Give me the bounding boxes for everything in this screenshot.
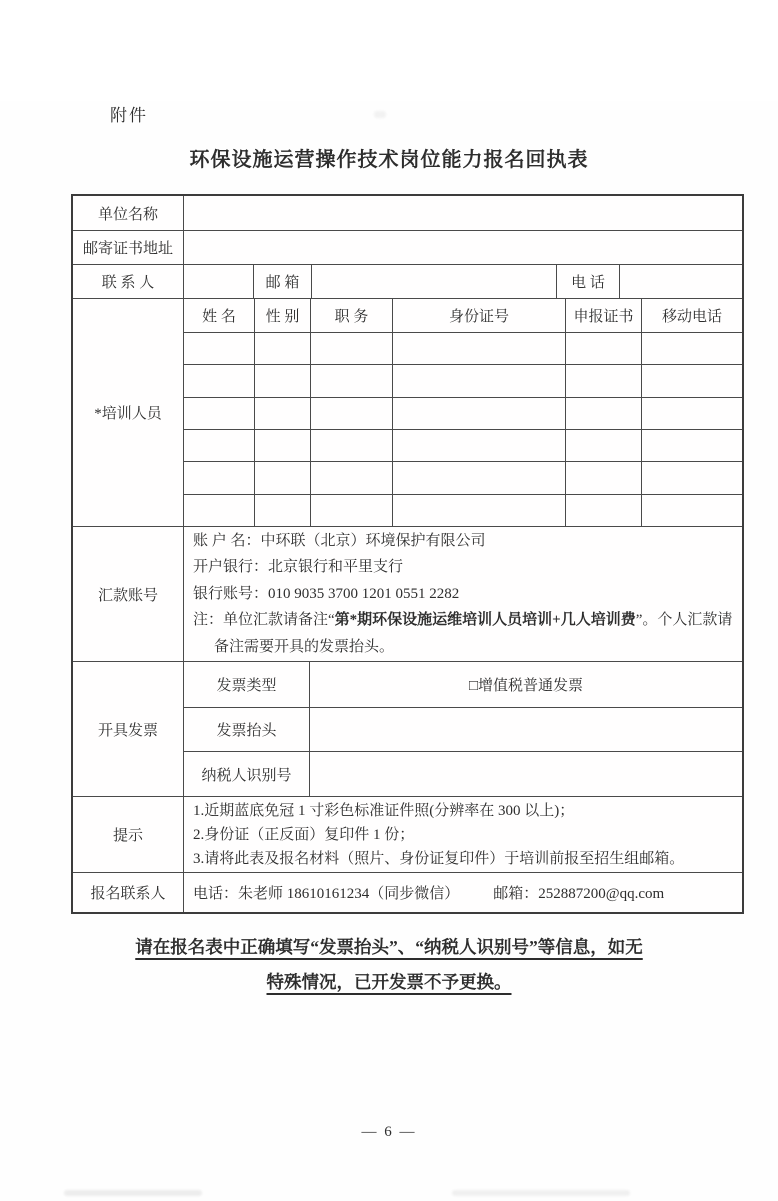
email-value-cell (311, 265, 556, 298)
trainee-empty-cell (641, 495, 742, 526)
scan-artifact (452, 1190, 630, 1196)
invoice-label: 开具发票 (97, 722, 158, 739)
trainee-empty-cell (310, 462, 392, 493)
trainee-empty-cell (565, 398, 641, 429)
trainee-empty-cell (184, 462, 254, 493)
trainee-header-row (184, 299, 742, 332)
invoice-type-label: 发票类型 (183, 662, 309, 707)
invoice-title-row (183, 707, 742, 752)
tip-item-2: 2.身份证（正反面）复印件 1 份； (193, 826, 415, 843)
trainee-empty-cell (392, 495, 565, 526)
trainee-row (184, 494, 742, 526)
trainee-empty-cell (184, 365, 254, 396)
remittance-bank-account: 银行账号：010 9035 3700 1201 0551 2282 (193, 585, 460, 602)
trainee-empty-cell (392, 333, 565, 364)
invoice-title-value-cell (309, 708, 742, 752)
mailing-address-value-cell (183, 231, 742, 264)
invoice-warning-note (0, 930, 778, 1000)
registration-contact-row (73, 872, 742, 912)
mailing-address-row (73, 230, 742, 264)
remittance-note (193, 607, 736, 660)
trainee-empty-cell (184, 430, 254, 461)
unit-name-label: 单位名称 (97, 206, 158, 223)
trainee-empty-cell (641, 462, 742, 493)
page-number: — 6 — (361, 1124, 417, 1140)
phone-value-cell (619, 265, 742, 298)
trainee-empty-cell (184, 495, 254, 526)
attachment-label: 附件 (110, 106, 148, 125)
trainee-empty-cell (310, 333, 392, 364)
trainee-empty-cell (254, 462, 310, 493)
trainee-empty-cell (392, 365, 565, 396)
invoice-rows (183, 662, 742, 796)
tips-section (73, 796, 742, 872)
registration-contact-phone: 电话：朱老师 18610161234（同步微信） (193, 886, 460, 902)
remittance-bank-branch: 开户银行：北京银行和平里支行 (193, 559, 404, 576)
trainee-empty-cell (392, 398, 565, 429)
trainee-row (184, 332, 742, 364)
trainee-empty-cell (310, 398, 392, 429)
remittance-account-name: 账 户 名：中环联（北京）环境保护有限公司 (193, 532, 486, 549)
trainee-empty-cell (254, 365, 310, 396)
trainee-empty-cell (641, 430, 742, 461)
scanned-page (0, 101, 778, 1201)
trainee-column-header: 申报证书 (565, 299, 641, 332)
registration-contact-details (183, 873, 742, 912)
trainee-row (184, 429, 742, 461)
tips-list (183, 797, 742, 872)
invoice-title-label: 发票抬头 (183, 708, 309, 752)
tips-label: 提示 (112, 828, 143, 844)
remittance-label: 汇款账号 (97, 587, 158, 604)
trainees-table (183, 299, 742, 526)
trainee-empty-cell (565, 430, 641, 461)
trainee-empty-cell (641, 365, 742, 396)
trainee-column-header: 性 别 (254, 299, 310, 332)
trainee-empty-cell (184, 398, 254, 429)
invoice-type-value: □增值税普通发票 (309, 662, 742, 707)
trainee-column-header: 姓 名 (202, 308, 236, 325)
trainee-empty-cell (254, 398, 310, 429)
remittance-note-prefix: 注：单位汇款请备注“ (193, 612, 335, 629)
trainees-label: *培训人员 (94, 406, 162, 422)
trainee-empty-cell (565, 495, 641, 526)
taxpayer-id-label: 纳税人识别号 (183, 752, 309, 796)
trainee-empty-cell (310, 430, 392, 461)
trainee-empty-cell (565, 462, 641, 493)
trainee-empty-cell (254, 333, 310, 364)
trainee-empty-cell (310, 495, 392, 526)
trainee-row (184, 364, 742, 396)
phone-label: 电 话 (556, 265, 619, 298)
unit-name-value-cell (183, 196, 742, 230)
trainee-empty-cell (565, 333, 641, 364)
trainee-empty-cell (184, 333, 254, 364)
trainee-row (184, 397, 742, 429)
trainees-section (73, 298, 742, 526)
tip-item-3: 3.请将此表及报名材料（照片、身份证复印件）于培训前报至招生组邮箱。 (193, 850, 685, 867)
invoice-warning-line2: 特殊情况，已开发票不予更换。 (266, 972, 512, 992)
trainee-column-header: 职 务 (310, 299, 392, 332)
invoice-section (73, 661, 742, 796)
registration-form-table (71, 194, 744, 914)
trainee-empty-cell (392, 462, 565, 493)
contact-row (73, 264, 742, 298)
trainee-empty-cell (254, 495, 310, 526)
unit-name-row (73, 196, 742, 230)
remittance-note-bold: 第*期环保设施运维培训人员培训+几人培训费 (334, 612, 636, 629)
registration-contact-email: 邮箱：252887200@qq.com (493, 886, 665, 902)
trainee-empty-cell (392, 430, 565, 461)
trainee-empty-cell (641, 398, 742, 429)
remittance-note-suffix: ”。个人汇款请备注需要开具的发票抬头。 (214, 612, 733, 655)
remittance-section (73, 526, 742, 661)
mailing-address-label: 邮寄证书地址 (82, 241, 173, 257)
trainee-empty-cell (565, 365, 641, 396)
taxpayer-id-row (183, 751, 742, 796)
page-title: 环保设施运营操作技术岗位能力报名回执表 (189, 149, 589, 171)
trainee-empty-cell (310, 365, 392, 396)
trainee-empty-cell (641, 333, 742, 364)
invoice-warning-line1: 请在报名表中正确填写“发票抬头”、“纳税人识别号”等信息，如无 (135, 937, 643, 957)
contact-label: 联 系 人 (101, 275, 155, 291)
registration-contact-label: 报名联系人 (90, 886, 166, 902)
tip-item-1: 1.近期蓝底免冠 1 寸彩色标准证件照(分辨率在 300 以上)； (193, 802, 575, 819)
trainee-row (184, 461, 742, 493)
remittance-details (183, 527, 742, 661)
email-label: 邮 箱 (253, 265, 311, 298)
invoice-type-row (183, 662, 742, 707)
trainee-column-header: 移动电话 (641, 299, 742, 332)
scan-artifact (64, 1190, 202, 1196)
scan-artifact (374, 111, 386, 118)
taxpayer-id-value-cell (309, 752, 742, 796)
trainee-column-header: 身份证号 (392, 299, 565, 332)
contact-value-cell (183, 265, 253, 298)
trainee-empty-cell (254, 430, 310, 461)
